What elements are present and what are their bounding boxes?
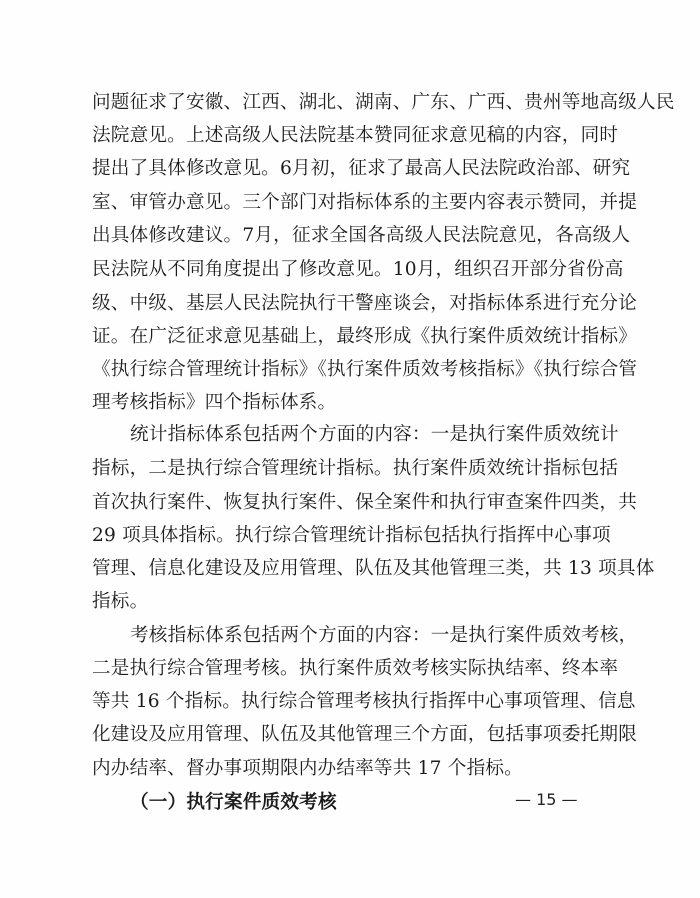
paragraph-assessment-line-3: 等共 16 个指标。执行综合管理考核执行指挥中心事项管理、信息: [92, 691, 636, 712]
paragraph-statistics-line-2: 指标，二是执行综合管理统计指标。执行案件质效统计指标包括: [92, 458, 619, 479]
paragraph-statistics-line-1: 统计指标体系包括两个方面的内容：一是执行案件质效统计: [130, 424, 619, 445]
paragraph-assessment-line-2: 二是执行综合管理考核。执行案件质效考核实际执结率、终本率: [92, 658, 619, 679]
paragraph-assessment-line-1: 考核指标体系包括两个方面的内容：一是执行案件质效考核，: [130, 625, 638, 646]
text-line-7: 级、中级、基层人民法院执行干警座谈会，对指标体系进行充分论: [92, 293, 638, 314]
text-line-9: 《执行综合管理统计指标》《执行案件质效考核指标》《执行综合管: [92, 359, 638, 380]
paragraph-statistics-line-5: 管理、信息化建设及应用管理、队伍及其他管理三类，共 13 项具体: [92, 558, 655, 579]
text-line-2: 法院意见。上述高级人民法院基本赞同征求意见稿的内容，同时: [92, 125, 619, 146]
section-heading: （一）执行案件质效考核: [130, 792, 337, 813]
text-line-6: 民法院从不同角度提出了修改意见。10月，组织召开部分省份高: [92, 259, 624, 280]
text-line-10: 理考核指标》四个指标体系。: [92, 392, 337, 413]
text-line-4: 室、审管办意见。三个部门对指标体系的主要内容表示赞同，并提: [92, 192, 638, 213]
paragraph-statistics-line-3: 首次执行案件、恢复执行案件、保全案件和执行审查案件四类，共: [92, 492, 638, 513]
page-number: — 15 —: [515, 790, 578, 809]
paragraph-assessment-line-4: 化建设及应用管理、队伍及其他管理三个方面，包括事项委托期限: [92, 724, 638, 745]
paragraph-statistics-line-4: 29 项具体指标。执行综合管理统计指标包括执行指挥中心事项: [92, 525, 611, 546]
paragraph-assessment-line-5: 内办结率、督办事项期限内办结率等共 17 个指标。: [92, 758, 523, 779]
text-line-5: 出具体修改建议。7月，征求全国各高级人民法院意见，各高级人: [92, 225, 631, 246]
text-line-8: 证。在广泛征求意见基础上，最终形成《执行案件质效统计指标》: [92, 326, 638, 347]
paragraph-statistics-line-6: 指标。: [92, 591, 149, 612]
text-line-1: 问题征求了安徽、江西、湖北、湖南、广东、广西、贵州等地高级人民: [92, 92, 675, 113]
text-line-3: 提出了具体修改意见。6月初，征求了最高人民法院政治部、研究: [92, 158, 631, 179]
